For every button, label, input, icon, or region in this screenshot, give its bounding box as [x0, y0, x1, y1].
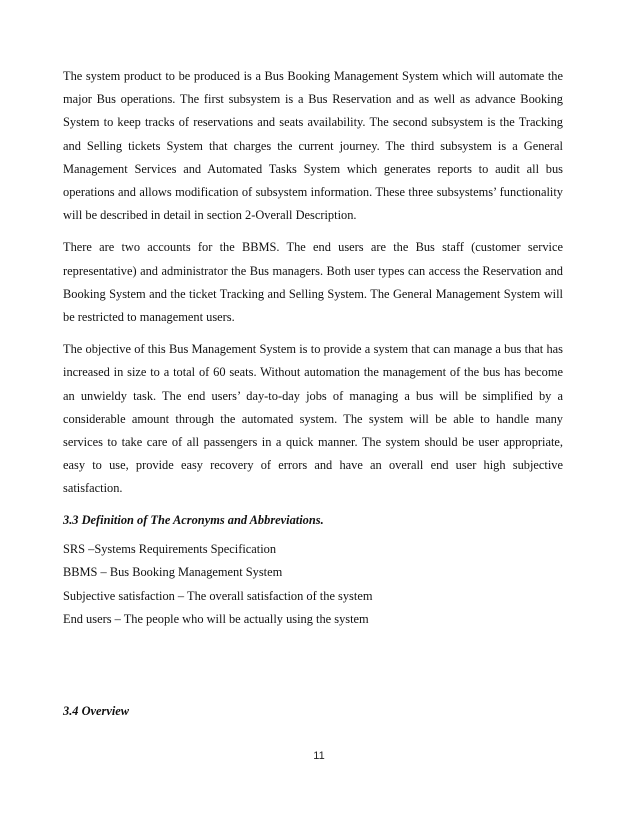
definitions-list: [63, 538, 563, 632]
definitions-heading: 3.3 Definition of The Acronyms and Abbreviations.: [63, 512, 324, 527]
overview-heading: 3.4 Overview: [63, 704, 130, 718]
definition-item: SRS –Systems Requirements Specification: [63, 541, 277, 556]
definition-item: End users – The people who will be actually using the system: [63, 612, 369, 627]
page-number: 11: [313, 750, 325, 762]
document-page: [63, 65, 563, 632]
objective-paragraph: The objective of this Bus Management System is to provide a system that can manage a bus that has increased in size to a total of 60 seats. Without automation the management of the bus has become an unwieldy task. The end users’ day-to-day jobs of managing a bus will be simplified by a considerable amount through the automated system. The system will be able to handle many services to take care of all passengers in a quick manner. The system should be user appropriate, easy to use, provide easy recovery of errors and have an overall end user high subjective satisfaction.: [63, 342, 563, 496]
accounts-paragraph: There are two accounts for the BBMS. The end users are the Bus staff (customer service representative) and administrator the Bus managers. Both user types can access the Reservation and Booking System and the ticket Tracking and Selling System. The General Management System will be restricted to management users.: [63, 240, 563, 325]
definition-item: BBMS – Bus Booking Management System: [63, 565, 283, 580]
intro-paragraph: The system product to be produced is a Bus Booking Management System which will automate the major Bus operations. The first subsystem is a Bus Reservation and as well as advance Booking System to keep tracks of reservations and seats availability. The second subsystem is the Tracking and Selling tickets System that charges the current journey. The third subsystem is a General Management Services and Automated Tasks System which generates reports to audit all bus operations and allows modification of subsystem information. These three subsystems’ functionality will be described in detail in section 2-Overall Description.: [63, 69, 563, 223]
definition-item: Subjective satisfaction – The overall satisfaction of the system: [63, 588, 373, 603]
